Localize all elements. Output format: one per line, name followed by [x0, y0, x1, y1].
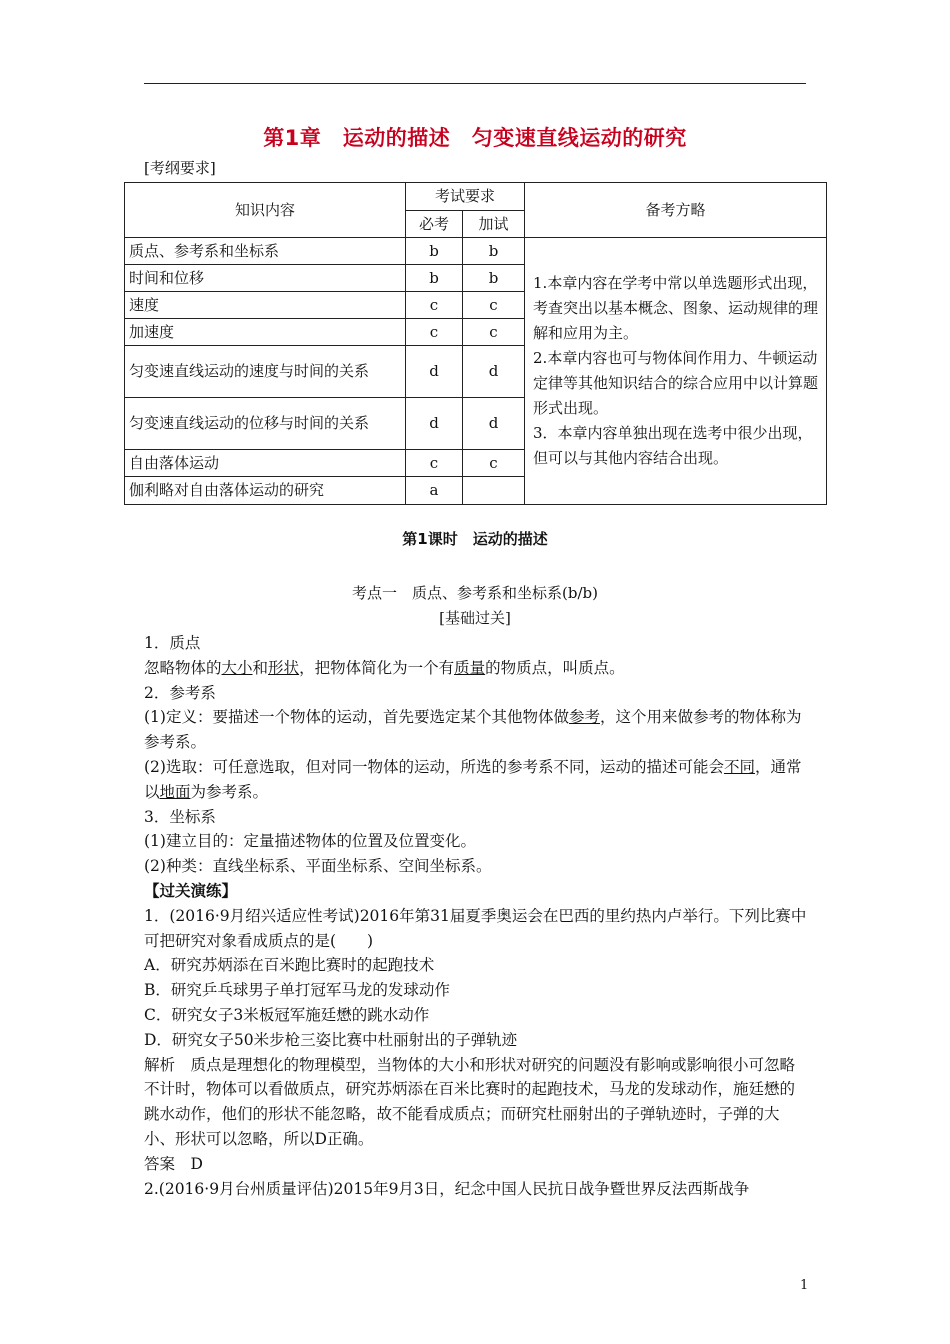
- blank-answer: 地面: [159, 782, 191, 801]
- paragraph-selection: (2)选取：可任意选取，但对同一物体的运动，所选的参考系不同，运动的描述可能会不同，通常以地面为参考系。: [144, 757, 802, 801]
- blank-answer: 大小: [221, 658, 253, 677]
- extra-cell: d: [463, 398, 525, 450]
- blank-answer: 不同: [723, 757, 755, 776]
- strategy-item: 2.本章内容也可与物体间作用力、牛顿运动定律等其他知识结合的综合应用中以计算题形式出现。: [533, 349, 819, 417]
- header-content: 知识内容: [125, 183, 406, 238]
- paragraph-purpose: (1)建立目的：定量描述物体的位置及位置变化。: [144, 832, 476, 851]
- heading-zuobiaoxi: 3．坐标系: [144, 807, 216, 826]
- practice-heading: 【过关演练】: [144, 881, 238, 900]
- paragraph-zhidian: 忽略物体的大小和形状，把物体简化为一个有质量的物质点，叫质点。: [144, 658, 625, 677]
- header-strategy: 备考方略: [525, 183, 827, 238]
- question-2: 2.(2016·9月台州质量评估)2015年9月3日，纪念中国人民抗日战争暨世界反法西斯战争: [144, 1179, 750, 1198]
- topic-cell: 匀变速直线运动的速度与时间的关系: [125, 346, 406, 398]
- requirements-table: [124, 182, 827, 505]
- topic-cell: 加速度: [125, 319, 406, 346]
- answer: 答案 D: [144, 1154, 203, 1173]
- required-cell: a: [406, 477, 463, 505]
- paragraph-definition: (1)定义：要描述一个物体的运动，首先要选定某个其他物体做参考，这个用来做参考的物体称为参考系。: [144, 708, 802, 752]
- required-cell: d: [406, 398, 463, 450]
- table-row: [125, 238, 827, 265]
- option-d: D．研究女子50米步枪三姿比赛中杜丽射出的子弹轨迹: [144, 1030, 518, 1049]
- topic-cell: 伽利略对自由落体运动的研究: [125, 477, 406, 505]
- extra-cell: [463, 477, 525, 505]
- analysis: 解析 质点是理想化的物理模型，当物体的大小和形状对研究的问题没有影响或影响很小可忽略不计时，物体可以看做质点，研究苏炳添在百米比赛时的起跑技术，马龙的发球动作，施廷懋的跳水动作，他们的形状不能忽略，故不能看成质点；而研究杜丽射出的子弹轨迹时，子弹的大小、形状可以忽略，所以D正确。: [144, 1055, 796, 1148]
- header-required: 必考: [406, 211, 463, 238]
- heading-zhidian: 1．质点: [144, 634, 201, 652]
- blank-answer: 质量: [454, 658, 486, 677]
- blank-answer: 参考: [568, 708, 600, 727]
- topic-cell: 速度: [125, 292, 406, 319]
- chapter-title: 第1章 运动的描述 匀变速直线运动的研究: [263, 126, 687, 150]
- header-rule: [144, 83, 806, 84]
- required-cell: d: [406, 346, 463, 398]
- required-cell: c: [406, 450, 463, 477]
- blank-answer: 形状: [268, 658, 300, 677]
- required-cell: b: [406, 238, 463, 265]
- paragraph-types: (2)种类：直线坐标系、平面坐标系、空间坐标系。: [144, 857, 492, 876]
- extra-cell: c: [463, 292, 525, 319]
- extra-cell: d: [463, 346, 525, 398]
- strategy-item: 3．本章内容单独出现在选考中很少出现，但可以与其他内容结合出现。: [533, 424, 813, 467]
- header-exam-req: 考试要求: [406, 183, 525, 211]
- required-cell: b: [406, 265, 463, 292]
- strategy-cell: [525, 238, 827, 505]
- requirements-label: [考纲要求]: [144, 159, 216, 177]
- topic-cell: 自由落体运动: [125, 450, 406, 477]
- table-header-row: [125, 183, 827, 211]
- option-b: B．研究乒乓球男子单打冠军马龙的发球动作: [144, 981, 450, 1000]
- extra-cell: b: [463, 265, 525, 292]
- topic-cell: 质点、参考系和坐标系: [125, 238, 406, 265]
- extra-cell: c: [463, 450, 525, 477]
- extra-cell: c: [463, 319, 525, 346]
- required-cell: c: [406, 292, 463, 319]
- question-1: 1．(2016·9月绍兴适应性考试)2016年第31届夏季奥运会在巴西的里约热内卢举行。下列比赛中可把研究对象看成质点的是( ): [144, 906, 807, 950]
- extra-cell: b: [463, 238, 525, 265]
- header-extra: 加试: [463, 211, 525, 238]
- option-c: C．研究女子3米板冠军施廷懋的跳水动作: [144, 1005, 430, 1024]
- topic-cell: 匀变速直线运动的位移与时间的关系: [125, 398, 406, 450]
- strategy-item: 1.本章内容在学考中常以单选题形式出现，考查突出以基本概念、图象、运动规律的理解和应用为主。: [533, 274, 819, 342]
- heading-cankaoxi: 2．参考系: [144, 683, 216, 702]
- section-title: 第1课时 运动的描述: [402, 530, 548, 548]
- page-number: 1: [800, 1278, 809, 1293]
- body-text: [144, 631, 808, 1201]
- topic-cell: 时间和位移: [125, 265, 406, 292]
- jichu-heading: [基础过关]: [439, 609, 511, 627]
- required-cell: c: [406, 319, 463, 346]
- kaodian-heading: 考点一 质点、参考系和坐标系(b/b): [352, 584, 598, 602]
- option-a: A．研究苏炳添在百米跑比赛时的起跑技术: [144, 956, 435, 975]
